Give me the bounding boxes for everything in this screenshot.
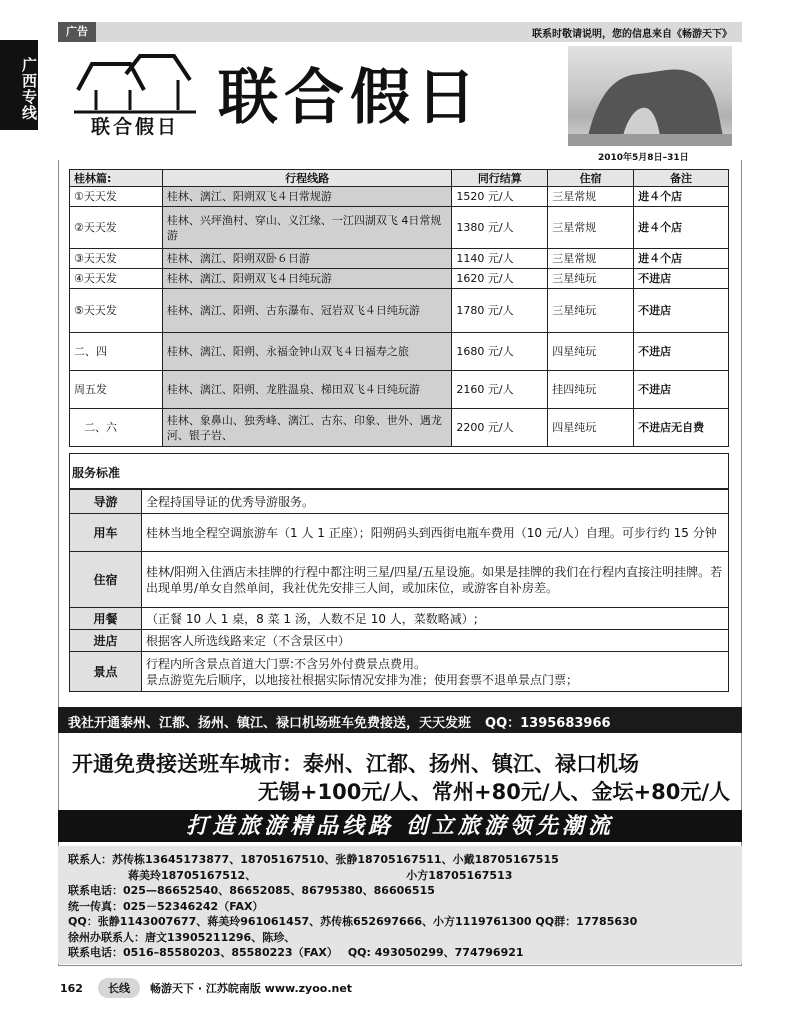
contact-line: QQ：张静1143007677、蒋美玲961061457、苏传栋652697666、小方1119761300 QQ群：17785630 bbox=[68, 915, 638, 928]
service-key: 住宿 bbox=[70, 552, 142, 608]
contact-line: 联系人：苏传栋13645173877、18705167510、张静18705167511、小戴18705167515 bbox=[68, 853, 559, 866]
service-row bbox=[70, 652, 729, 692]
header bbox=[58, 42, 742, 163]
row-note: 不进店 bbox=[634, 289, 729, 333]
row-price: 1140 元/人 bbox=[452, 249, 548, 269]
table-row bbox=[70, 249, 729, 269]
row-route: 桂林、象鼻山、独秀峰、漓江、古东、印象、世外、遇龙河、银子岩、 bbox=[162, 409, 451, 447]
table-row bbox=[70, 269, 729, 289]
table-row bbox=[70, 187, 729, 207]
row-schedule: ①天天发 bbox=[70, 187, 163, 207]
row-schedule: 二、六 bbox=[70, 409, 163, 447]
row-hotel: 三星纯玩 bbox=[548, 269, 634, 289]
col-header-schedule: 桂林篇: bbox=[70, 170, 163, 187]
col-header-note: 备注 bbox=[634, 170, 729, 187]
service-value: 桂林当地全程空调旅游车（1 人 1 正座）；阳朔码头到西街电瓶车费用（10 元/人）自理。可步行约 15 分钟 bbox=[142, 514, 729, 552]
footer bbox=[60, 978, 352, 998]
region-tab: 广西专线 bbox=[0, 40, 38, 130]
col-header-route: 行程线路 bbox=[162, 170, 451, 187]
row-hotel: 三星常规 bbox=[548, 249, 634, 269]
shuttle-banner bbox=[58, 707, 742, 733]
table-row bbox=[70, 333, 729, 371]
service-value-line1: 行程内所含景点首道大门票:不含另外付费景点费用。 bbox=[146, 656, 427, 671]
contacts-block bbox=[58, 846, 742, 964]
row-route: 桂林、漓江、阳朔、永福金钟山双飞４日福寿之旅 bbox=[162, 333, 451, 371]
footer-text: 畅游天下 · 江苏皖南版 www.zyoo.net bbox=[150, 982, 353, 995]
contact-name: 小方18705167513 bbox=[406, 868, 513, 882]
row-route: 桂林、兴坪渔村、穿山、义江缘、一江四湖双飞 4日常规游 bbox=[162, 207, 451, 249]
shuttle-qq: QQ：1395683966 bbox=[485, 716, 611, 731]
service-row bbox=[70, 552, 729, 608]
row-hotel: 四星纯玩 bbox=[548, 409, 634, 447]
row-route: 桂林、漓江、阳朔、古东瀑布、冠岩双飞４日纯玩游 bbox=[162, 289, 451, 333]
slogan-banner: 打造旅游精品线路 创立旅游领先潮流 bbox=[58, 810, 742, 842]
brand-title: 联合假日 bbox=[218, 63, 482, 133]
row-route: 桂林、漓江、阳朔双飞４日常规游 bbox=[162, 187, 451, 207]
row-note: 不进店 bbox=[634, 333, 729, 371]
col-header-price: 同行结算 bbox=[452, 170, 548, 187]
row-note: 不进店 bbox=[634, 371, 729, 409]
row-hotel: 三星常规 bbox=[548, 187, 634, 207]
row-schedule: ⑤天天发 bbox=[70, 289, 163, 333]
row-price: 1680 元/人 bbox=[452, 333, 548, 371]
col-header-hotel: 住宿 bbox=[548, 170, 634, 187]
service-row bbox=[70, 630, 729, 652]
contact-line: 统一传真：025－52346242（FAX） bbox=[68, 899, 264, 913]
table-row bbox=[70, 207, 729, 249]
section-pill: 长线 bbox=[98, 978, 140, 998]
row-price: 1520 元/人 bbox=[452, 187, 548, 207]
row-price: 2200 元/人 bbox=[452, 409, 548, 447]
service-value-line2: 景点游览先后顺序，以地接社根据实际情况安排为准；使用套票不退单景点门票； bbox=[146, 672, 579, 687]
table-row bbox=[70, 371, 729, 409]
date-range: 2010年5月8日–31日 bbox=[598, 153, 689, 163]
contact-line bbox=[68, 945, 732, 961]
service-row bbox=[70, 608, 729, 630]
shuttle-cities: 开通免费接送班车城市：泰州、江都、扬州、镇江、禄口机场 bbox=[72, 752, 639, 776]
contact-line: 联系电话：025—86652540、86652085、86795380、86606515 bbox=[68, 884, 435, 897]
row-price: 1380 元/人 bbox=[452, 207, 548, 249]
top-bar bbox=[58, 22, 742, 42]
shuttle-text: 我社开通泰州、江都、扬州、镇江、禄口机场班车免费接送，天天发班 bbox=[68, 716, 472, 731]
service-value: 根据客人所选线路来定（不含景区中） bbox=[142, 630, 729, 652]
row-note: 进４个店 bbox=[634, 207, 729, 249]
service-value: （正餐 10 人 1 桌，8 菜 1 汤，人数不足 10 人，菜数略减）; bbox=[142, 608, 729, 630]
ad-label: 广告 bbox=[58, 22, 96, 42]
service-value bbox=[142, 652, 729, 692]
service-key: 用餐 bbox=[70, 608, 142, 630]
house-logo-icon bbox=[70, 50, 200, 116]
service-key: 进店 bbox=[70, 630, 142, 652]
service-key: 用车 bbox=[70, 514, 142, 552]
service-key: 景点 bbox=[70, 652, 142, 692]
row-price: 1780 元/人 bbox=[452, 289, 548, 333]
table-row bbox=[70, 289, 729, 333]
service-row bbox=[70, 514, 729, 552]
service-key: 导游 bbox=[70, 490, 142, 514]
guilin-hill-photo bbox=[568, 46, 732, 146]
row-schedule: 周五发 bbox=[70, 371, 163, 409]
service-value: 桂林/阳朔入住酒店未挂牌的行程中都注明三星/四星/五星设施。如果是挂牌的我们在行程内直接注明挂牌。若出现单男/单女自然单间，我社优先安排三人间，或加床位，或游客自补房差。 bbox=[142, 552, 729, 608]
row-hotel: 三星常规 bbox=[548, 207, 634, 249]
row-hotel: 四星纯玩 bbox=[548, 333, 634, 371]
contact-line bbox=[68, 868, 732, 884]
table-row bbox=[70, 409, 729, 447]
row-hotel: 挂四纯玩 bbox=[548, 371, 634, 409]
row-route: 桂林、漓江、阳朔双飞４日纯玩游 bbox=[162, 269, 451, 289]
row-hotel: 三星纯玩 bbox=[548, 289, 634, 333]
source-note: 联系时敬请说明，您的信息来自《畅游天下》 bbox=[532, 28, 732, 40]
table-header-row bbox=[70, 170, 729, 187]
row-note: 不进店 bbox=[634, 269, 729, 289]
row-schedule: ④天天发 bbox=[70, 269, 163, 289]
contact-qq: QQ: 493050299、774796921 bbox=[347, 946, 524, 959]
row-schedule: ②天天发 bbox=[70, 207, 163, 249]
route-table bbox=[69, 169, 729, 447]
service-value: 全程持国导证的优秀导游服务。 bbox=[142, 490, 729, 514]
logo-text: 联合假日 bbox=[90, 116, 179, 138]
contact-line: 徐州办联系人：唐文13905211296、陈珍、 bbox=[68, 930, 296, 944]
contact-phone: 联系电话：0516–85580203、85580223（FAX） bbox=[68, 946, 338, 959]
row-route: 桂林、漓江、阳朔双卧６日游 bbox=[162, 249, 451, 269]
row-note: 进４个店 bbox=[634, 187, 729, 207]
page-number: 162 bbox=[60, 981, 83, 995]
row-schedule: ③天天发 bbox=[70, 249, 163, 269]
shuttle-surcharges: 无锡+100元/人、常州+80元/人、金坛+80元/人 bbox=[257, 780, 730, 804]
row-note: 不进店无自费 bbox=[634, 409, 729, 447]
service-row bbox=[70, 490, 729, 514]
contact-name: 蒋美玲18705167512、 bbox=[128, 868, 257, 882]
row-price: 2160 元/人 bbox=[452, 371, 548, 409]
row-schedule: 二、四 bbox=[70, 333, 163, 371]
service-table bbox=[69, 489, 729, 692]
row-note: 进４个店 bbox=[634, 249, 729, 269]
service-title: 服务标准 bbox=[69, 453, 729, 489]
row-route: 桂林、漓江、阳朔、龙胜温泉、梯田双飞４日纯玩游 bbox=[162, 371, 451, 409]
row-price: 1620 元/人 bbox=[452, 269, 548, 289]
